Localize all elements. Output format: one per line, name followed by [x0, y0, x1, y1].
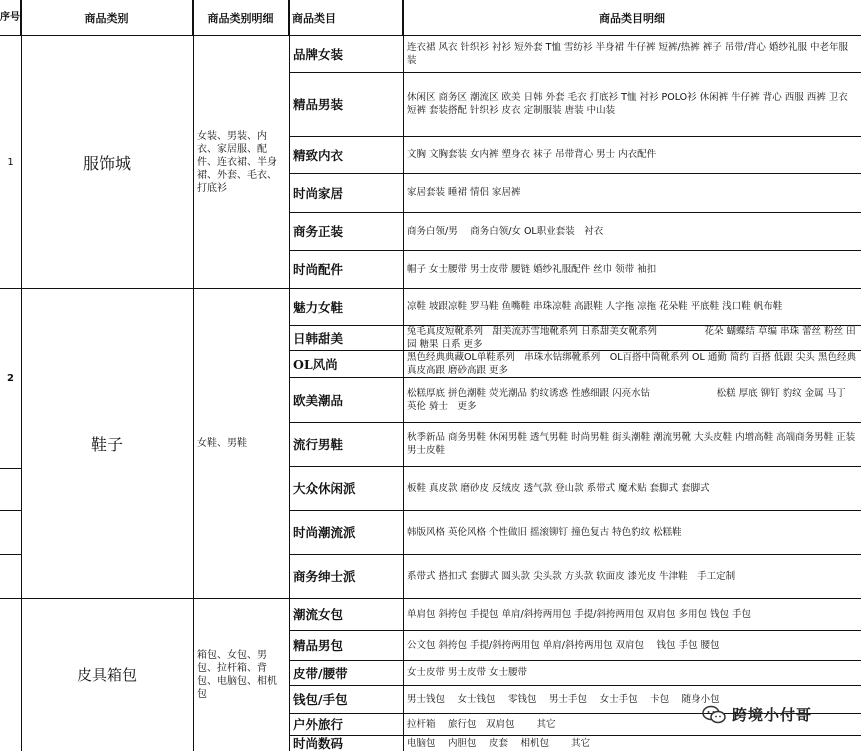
- group-category-clothing: 服饰城: [82, 153, 131, 173]
- subcategory-detail: 男士钱包 女士钱包 零钱包 男士手包 女士手包 卡包 随身小包: [407, 693, 720, 705]
- subcategory-detail: 单肩包 斜挎包 手提包 单肩/斜挎两用包 手提/斜挎两用包 双肩包 多用包 钱包 手包: [407, 608, 752, 620]
- group-category-shoes: 鞋子: [90, 434, 123, 454]
- seq-divider: [0, 510, 21, 511]
- subcategory-detail: 拉杆箱 旅行包 双肩包 其它: [407, 718, 556, 730]
- subcategory-detail: 文胸 文胸套装 女内裤 塑身衣 袜子 吊带背心 男士 内衣配件: [407, 149, 657, 160]
- subcategory-name: 品牌女装: [293, 47, 344, 62]
- subcategory-detail: 家居套装 睡裙 情侣 家居裤: [407, 187, 521, 198]
- subcategory-name: 时尚数码: [293, 736, 344, 751]
- subcategory-detail: 秋季新品 商务男鞋 休闲男鞋 透气男鞋 时尚男鞋 街头潮鞋 潮流男靴 大头皮鞋 内增高鞋 高端商务男鞋 正装男士皮鞋: [407, 432, 856, 456]
- group-category-leather-bags: 皮具箱包: [76, 666, 137, 684]
- subcategory-detail: 板鞋 真皮款 磨砂皮 反绒皮 透气款 登山款 系带式 魔术贴 套脚式 套脚式: [407, 482, 710, 494]
- header-seq: 序号: [0, 0, 21, 36]
- wechat-logo-icon: [702, 705, 726, 725]
- subcategory-name: 欧美潮品: [293, 392, 344, 408]
- subcategory-detail: 休闲区 商务区 潮流区 欧美 日韩 外套 毛衣 打底衫 T恤 衬衫 POLO衫 休闲裤 牛仔裤 背心 西服 西裤 卫衣 短裤 套装搭配 针织衫 皮衣 定制服装 唐装 中山装: [407, 92, 848, 116]
- group-seq-2: 2: [7, 372, 14, 384]
- group-category-detail-clothing: 女装、男装、内衣、家居服、配件、连衣裙、半身裙、外套、毛衣、打底衫: [197, 130, 277, 194]
- subcategory-name: 精品男装: [293, 97, 344, 112]
- subcategory-detail: 松糕厚底 拼色潮鞋 荧光潮品 豹纹诱惑 性感细跟 闪亮水钻 松糕 厚底 铆钉 豹纹 金属 马丁 英伦 骑士 更多: [407, 387, 846, 412]
- subcategory-name: 时尚家居: [293, 185, 344, 201]
- seq-divider: [0, 468, 21, 469]
- header-subcategory-detail: 商品类目明细: [403, 0, 861, 36]
- subcategory-detail: 公文包 斜挎包 手提/斜挎两用包 单肩/斜挎两用包 双肩包 钱包 手包 腰包: [407, 639, 720, 651]
- subcategory-detail: 韩版风格 英伦风格 个性做旧 摇滚铆钉 撞色复古 特色豹纹 松糕鞋: [407, 526, 682, 538]
- subcategory-name: OL风尚: [293, 356, 338, 372]
- subcategory-name: 精致内衣: [293, 147, 344, 163]
- watermark-text: 跨境小付哥: [732, 706, 813, 724]
- group-seq-3: [0, 598, 21, 751]
- subcategory-detail: 连衣裙 风衣 针织衫 衬衫 短外套 T恤 雪纺衫 半身裙 牛仔裤 短裤/热裤 裤子 吊带/背心 婚纱礼服 中老年服装: [407, 42, 848, 66]
- seq-divider: [0, 554, 21, 555]
- subcategory-detail: 商务白领/男 商务白领/女 OL职业套装 衬衣: [407, 225, 604, 237]
- group-category-detail-leather-bags: 箱包、女包、男包、拉杆箱、背包、电脑包、相机包: [197, 649, 277, 700]
- subcategory-detail: 女士皮带 男士皮带 女士腰带: [407, 667, 528, 678]
- subcategory-name: 钱包/手包: [293, 692, 348, 707]
- header-subcategory: 商品类目: [289, 0, 403, 36]
- group-seq-1: 1: [7, 156, 14, 168]
- subcategory-detail: 系带式 搭扣式 套脚式 圆头款 尖头款 方头款 软面皮 漆光皮 牛津鞋 手工定制: [407, 570, 736, 582]
- header-category: 商品类别: [21, 0, 193, 36]
- subcategory-detail: 凉鞋 坡跟凉鞋 罗马鞋 鱼嘴鞋 串珠凉鞋 高跟鞋 人字拖 凉拖 花朵鞋 平底鞋 浅口鞋 帆布鞋: [407, 301, 783, 312]
- header-category-detail: 商品类别明细: [193, 0, 289, 36]
- watermark: [702, 704, 812, 725]
- subcategory-name: 皮带/腰带: [293, 665, 348, 681]
- subcategory-name: 精品男包: [293, 638, 344, 653]
- subcategory-name: 时尚配件: [293, 262, 344, 277]
- subcategory-name: 时尚潮流派: [293, 525, 356, 540]
- subcategory-detail: 帽子 女士腰带 男士皮带 腰链 婚纱礼服配件 丝巾 领带 袖扣: [407, 263, 657, 275]
- subcategory-detail: 黑色经典典藏OL单鞋系列 串珠水钻绑靴系列 OL百搭中筒靴系列 OL 通勤 简约 百搭 低跟 尖头 黑色经典 真皮高跟 磨砂高跟 更多: [407, 351, 856, 376]
- subcategory-name: 日韩甜美: [293, 330, 344, 346]
- subcategory-name: 魅力女鞋: [293, 299, 344, 315]
- subcategory-name: 流行男鞋: [293, 437, 344, 452]
- subcategory-name: 户外旅行: [293, 717, 344, 732]
- subcategory-name: 潮流女包: [293, 607, 344, 622]
- subcategory-detail: 兔毛真皮短靴系列 甜美流苏雪地靴系列 日系甜美女靴系列 花朵 蝴蝶结 草编 串珠 蕾丝 粉丝 田园 糖果 日系 更多: [407, 325, 856, 350]
- group-category-detail-shoes: 女鞋、男鞋: [197, 437, 247, 449]
- subcategory-name: 商务绅士派: [293, 569, 356, 584]
- subcategory-name: 大众休闲派: [293, 481, 356, 496]
- subcategory-detail: 电脑包 内胆包 皮套 相机包 其它: [407, 737, 591, 749]
- subcategory-name: 商务正装: [293, 224, 344, 239]
